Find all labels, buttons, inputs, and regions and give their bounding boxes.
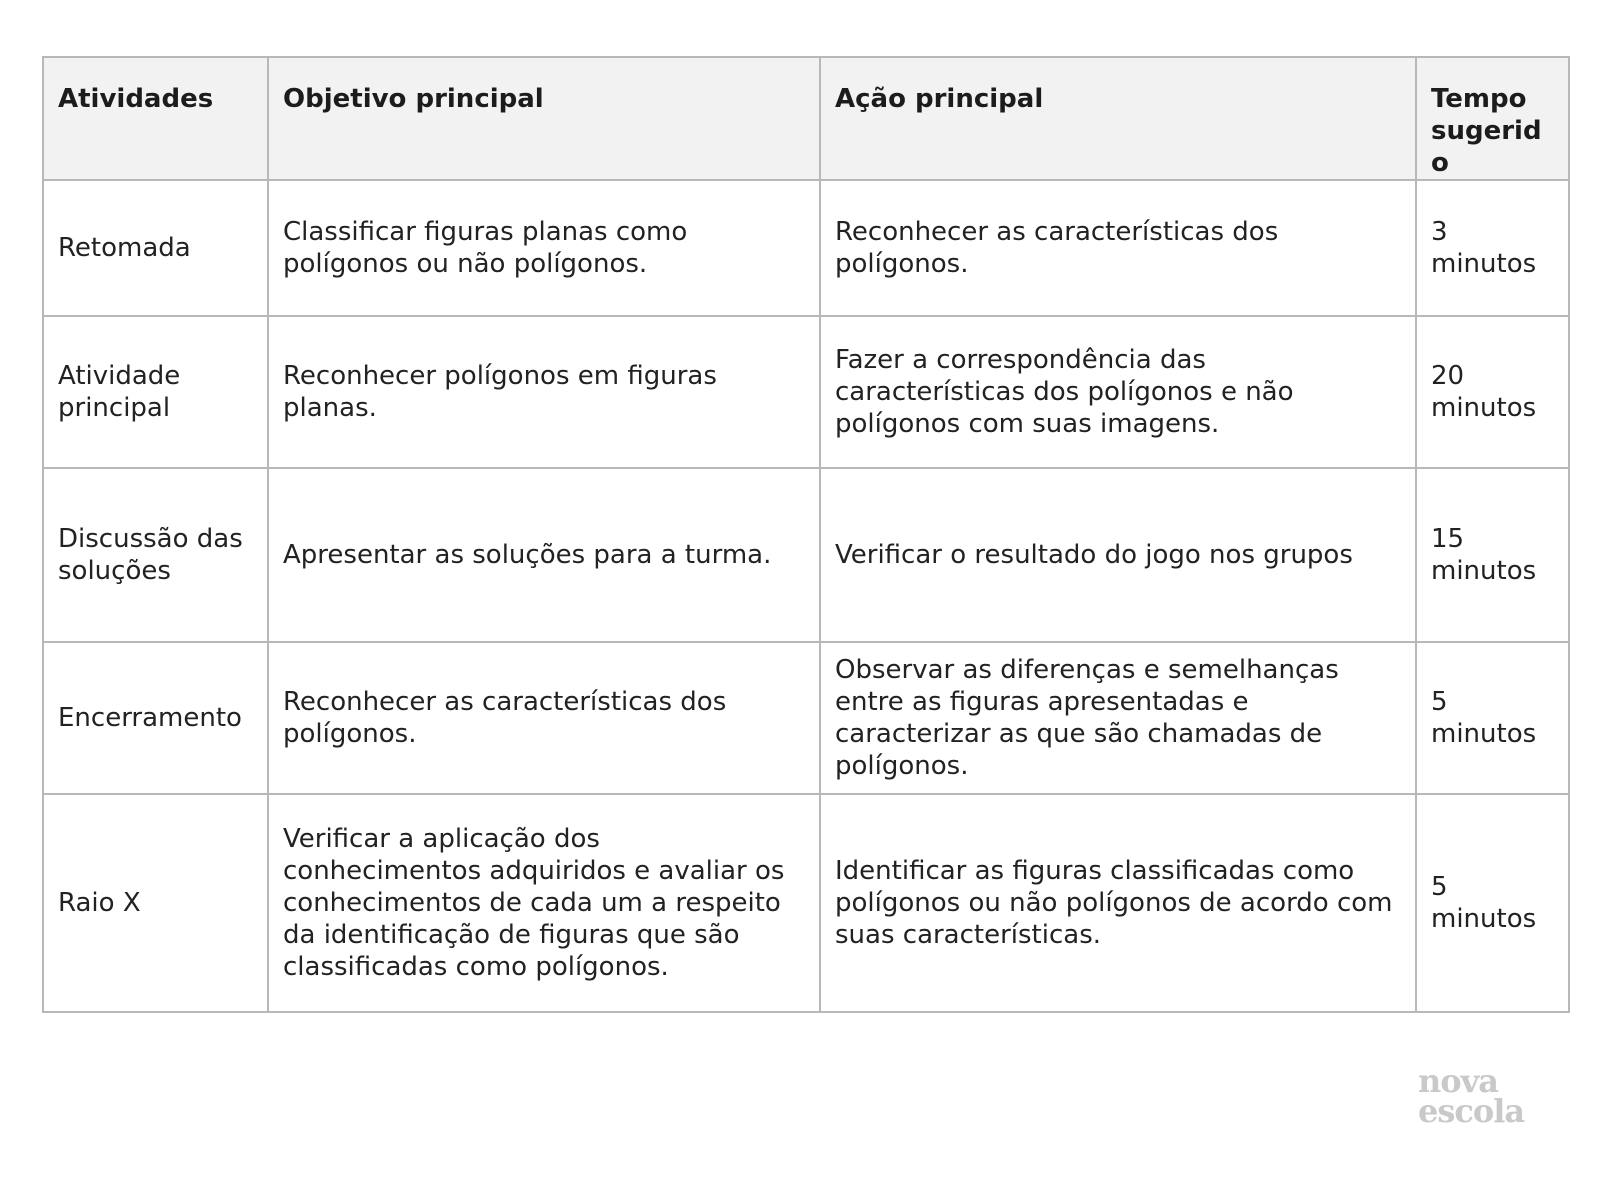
- cell-acao: Identificar as figuras classificadas como polígonos ou não polígonos de acordo com suas características.: [820, 794, 1416, 1012]
- cell-tempo: 20 minutos: [1416, 316, 1569, 468]
- table-row: [43, 794, 1569, 1012]
- cell-atividade: Raio X: [43, 794, 268, 1012]
- cell-acao: Verificar o resultado do jogo nos grupos: [820, 468, 1416, 642]
- table-row: [43, 468, 1569, 642]
- cell-objetivo: Apresentar as soluções para a turma.: [268, 468, 820, 642]
- header-objetivo: Objetivo principal: [268, 57, 820, 180]
- cell-acao: Observar as diferenças e semelhanças entre as figuras apresentadas e caracterizar as que são chamadas de polígonos.: [820, 642, 1416, 794]
- header-row: [43, 57, 1569, 180]
- cell-atividade: Encerramento: [43, 642, 268, 794]
- cell-tempo: 3 minutos: [1416, 180, 1569, 316]
- cell-objetivo: Reconhecer polígonos em figuras planas.: [268, 316, 820, 468]
- logo-line-nova: nova: [1418, 1062, 1498, 1100]
- nova-escola-logo: [1418, 1062, 1548, 1130]
- table-row: [43, 316, 1569, 468]
- cell-acao: Reconhecer as características dos polígonos.: [820, 180, 1416, 316]
- cell-tempo: 15 minutos: [1416, 468, 1569, 642]
- header-acao: Ação principal: [820, 57, 1416, 180]
- cell-tempo: 5 minutos: [1416, 642, 1569, 794]
- cell-tempo: 5 minutos: [1416, 794, 1569, 1012]
- table-row: [43, 642, 1569, 794]
- cell-objetivo: Verificar a aplicação dos conhecimentos adquiridos e avaliar os conhecimentos de cada um a respeito da identificação de figuras que são classificadas como polígonos.: [268, 794, 820, 1012]
- cell-objetivo: Reconhecer as características dos polígonos.: [268, 642, 820, 794]
- cell-atividade: Discussão das soluções: [43, 468, 268, 642]
- header-atividades: Atividades: [43, 57, 268, 180]
- cell-objetivo: Classificar figuras planas como polígonos ou não polígonos.: [268, 180, 820, 316]
- logo-line-escola: escola: [1418, 1092, 1525, 1130]
- cell-acao: Fazer a correspondência das características dos polígonos e não polígonos com suas imagens.: [820, 316, 1416, 468]
- table-row: [43, 180, 1569, 316]
- lesson-plan-table: [42, 56, 1570, 1013]
- header-tempo: Tempo sugerido: [1416, 57, 1569, 180]
- cell-atividade: Retomada: [43, 180, 268, 316]
- cell-atividade: Atividade principal: [43, 316, 268, 468]
